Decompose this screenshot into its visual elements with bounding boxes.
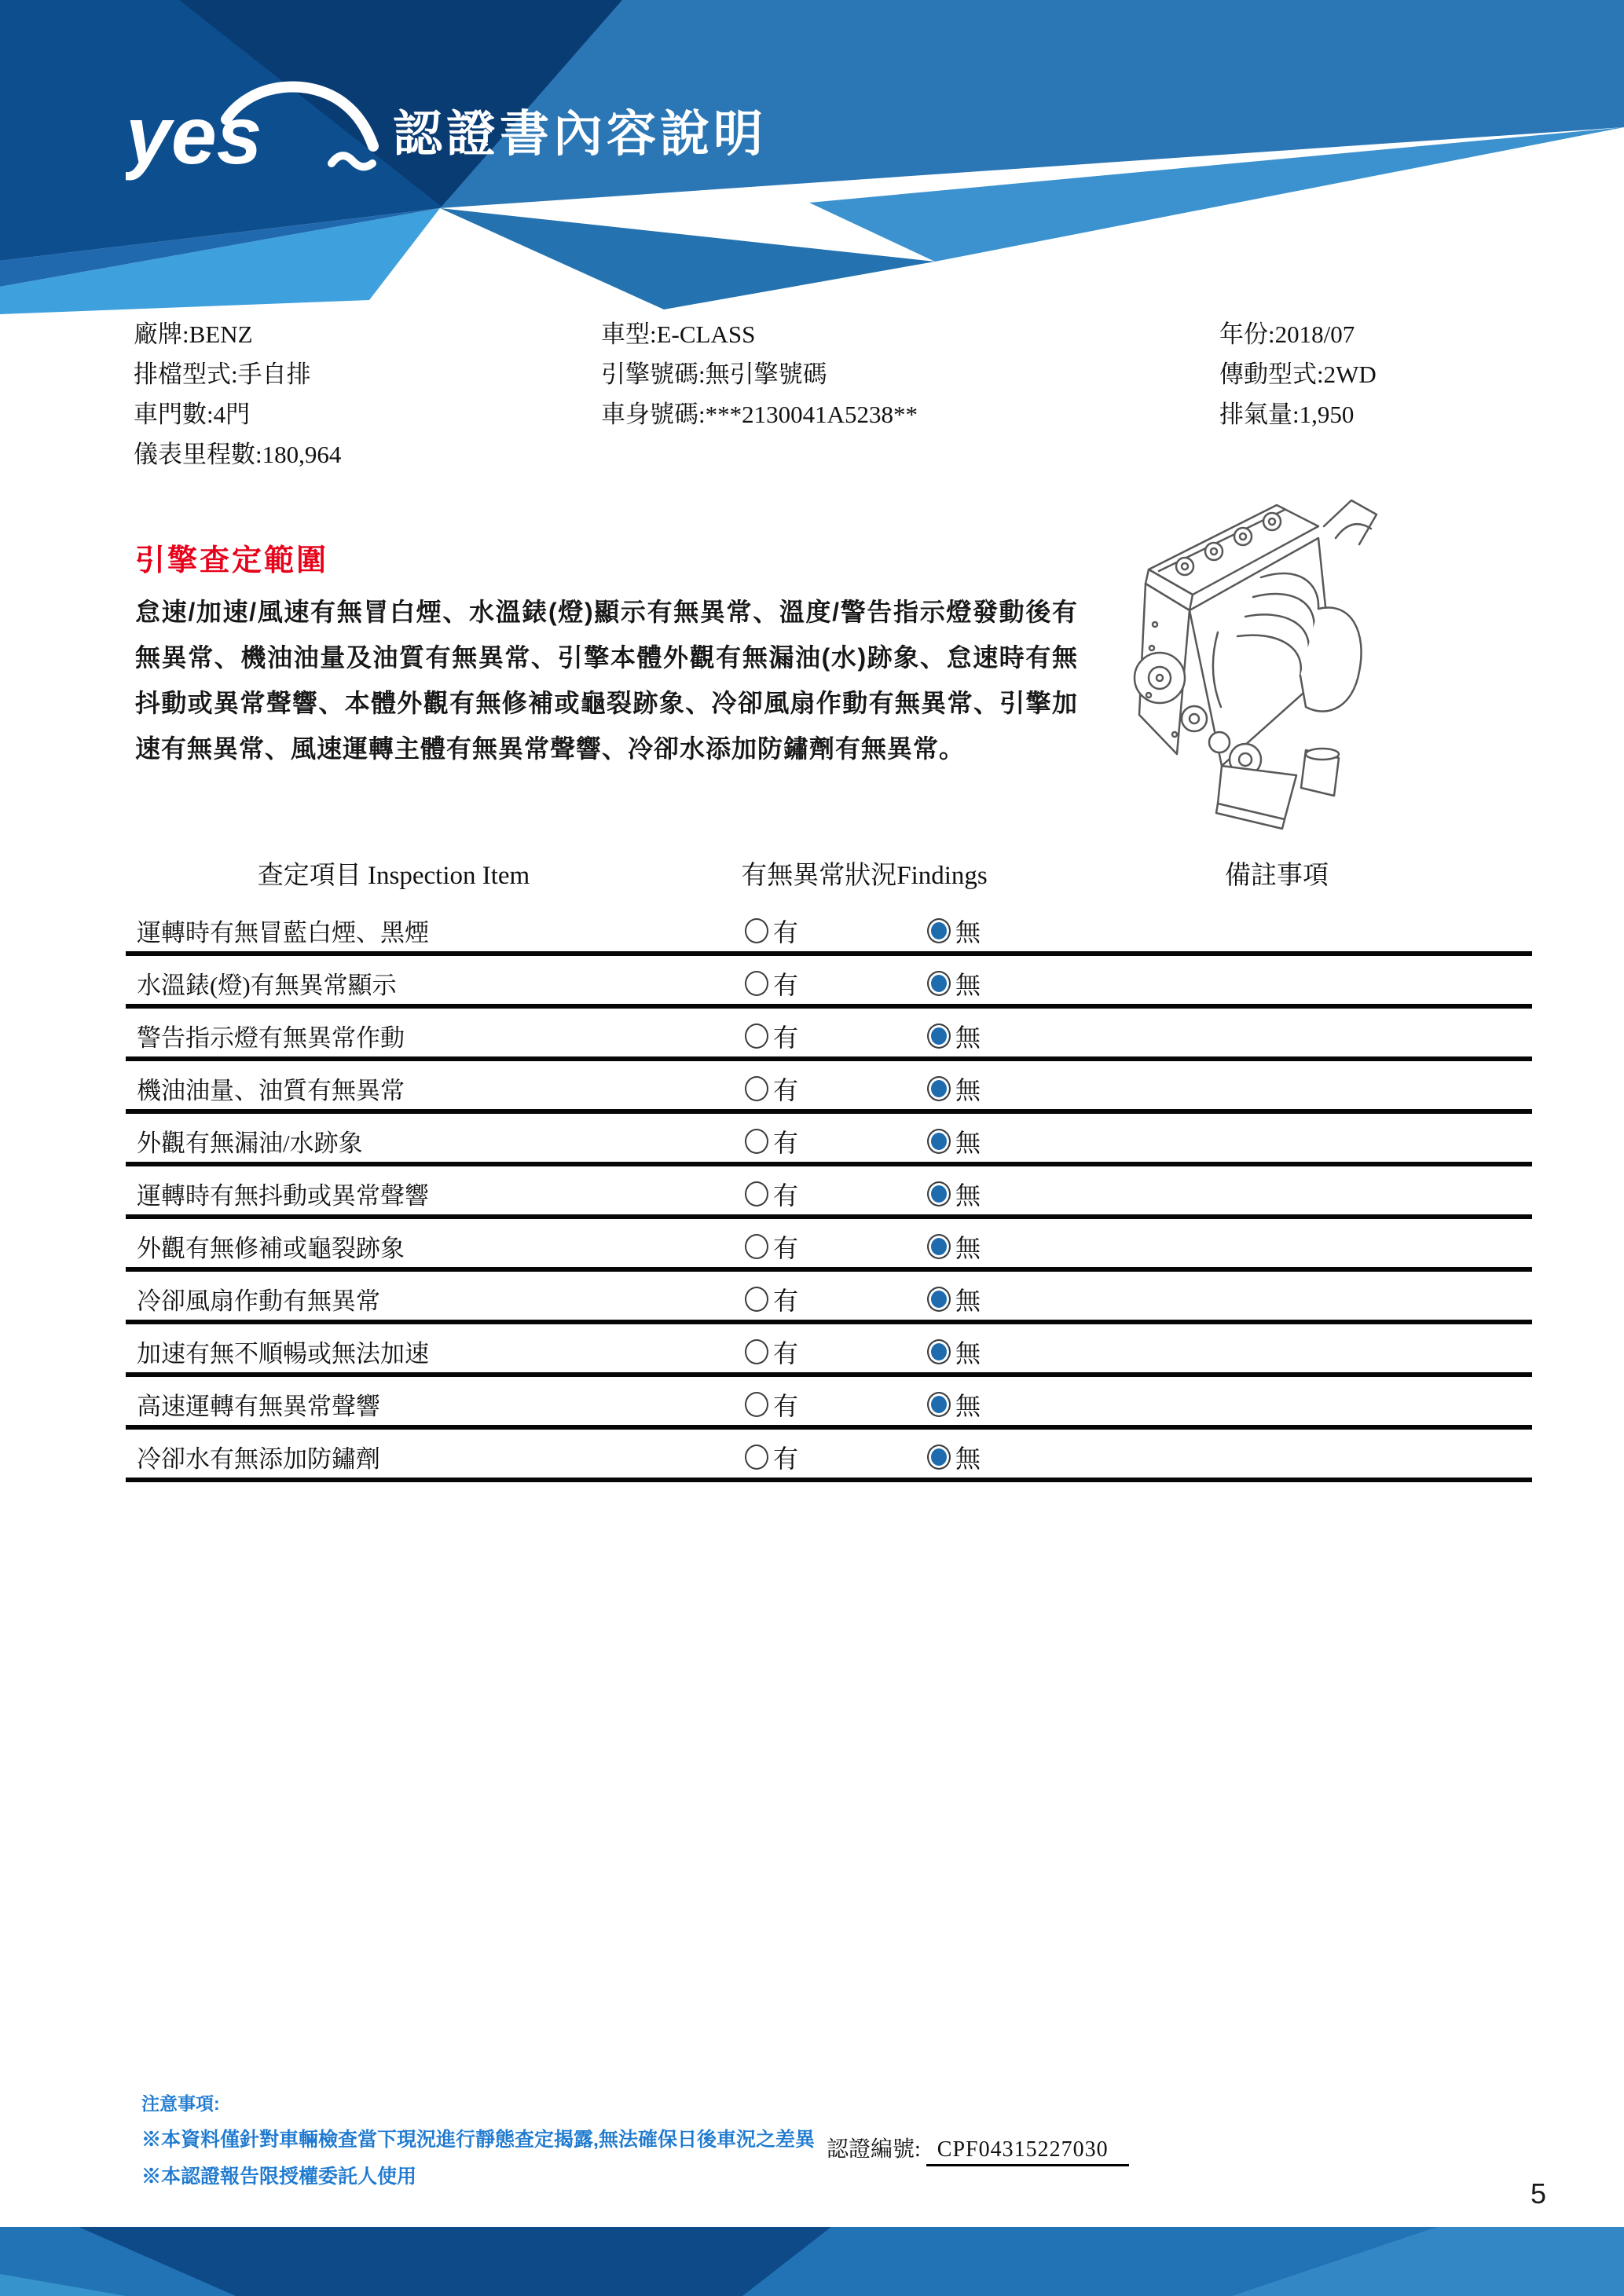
- info-vin: 車身號碼:***2130041A5238**: [601, 401, 918, 428]
- inspection-item-label: 冷卻水有無添加防鏽劑: [137, 1445, 380, 1473]
- radio-no-selected[interactable]: [927, 1445, 951, 1470]
- table-row: [126, 1324, 1532, 1377]
- inspection-item-label: 運轉時有無抖動或異常聲響: [137, 1182, 429, 1210]
- radio-yes-label: 有: [773, 918, 799, 947]
- inspection-item-label: 機油油量、油質有無異常: [137, 1077, 405, 1104]
- table-row: [126, 1430, 1532, 1482]
- info-drivetrain: 傳動型式:2WD: [1219, 361, 1377, 388]
- radio-yes-label: 有: [773, 1339, 799, 1368]
- radio-yes[interactable]: [745, 1234, 768, 1259]
- radio-no-label: 無: [955, 918, 981, 947]
- info-engine-number: 引擎號碼:無引擎號碼: [601, 361, 827, 388]
- page-title: 認證書內容說明: [393, 107, 767, 162]
- radio-yes[interactable]: [745, 971, 768, 996]
- column-header-inspection-item: 查定項目 Inspection Item: [257, 862, 530, 890]
- radio-yes[interactable]: [745, 1023, 768, 1049]
- radio-yes-label: 有: [773, 1129, 799, 1157]
- footer-band: [0, 2227, 1624, 2296]
- engine-section-paragraph: 怠速/加速/風速有無冒白煙、水溫錶(燈)顯示有無異常、溫度/警告指示燈發動後有無異常、機油油量及油質有無異常、引擎本體外觀有無漏油(水)跡象、怠速時有無抖動或異常聲響、本體外觀有無修補或龜裂跡象、冷卻風扇作動有無異常、引擎加速有無異常、風速運轉主體有無異常聲響、冷卻水添加防鏽劑有無異常。: [135, 598, 1078, 763]
- radio-no-selected[interactable]: [927, 1392, 951, 1417]
- radio-no-selected[interactable]: [927, 1339, 951, 1364]
- table-row: [126, 1272, 1532, 1324]
- engine-section-heading: 引擎查定範圍: [135, 544, 329, 577]
- notice-line: ※本認證報告限授權委託人使用: [141, 2166, 417, 2188]
- inspection-item-label: 警告指示燈有無異常作動: [137, 1024, 405, 1052]
- table-row: [126, 1114, 1532, 1166]
- radio-yes[interactable]: [745, 918, 768, 943]
- table-row: [126, 956, 1532, 1009]
- vehicle-info-column-2: [601, 314, 918, 434]
- notice-heading: 注意事項:: [141, 2093, 220, 2114]
- info-displacement: 排氣量:1,950: [1219, 401, 1355, 428]
- radio-no-selected[interactable]: [927, 1234, 951, 1259]
- footer-band-shapes: [0, 2227, 1624, 2296]
- inspection-item-label: 外觀有無修補或龜裂跡象: [137, 1235, 405, 1262]
- radio-yes-label: 有: [773, 971, 799, 999]
- radio-no-label: 無: [955, 1392, 981, 1420]
- radio-no-selected[interactable]: [927, 971, 951, 996]
- radio-no-label: 無: [955, 1339, 981, 1368]
- radio-no-selected[interactable]: [927, 1076, 951, 1101]
- inspection-item-label: 水溫錶(燈)有無異常顯示: [137, 972, 397, 999]
- table-row: [126, 1166, 1532, 1219]
- radio-no-label: 無: [955, 1023, 981, 1052]
- radio-no-label: 無: [955, 1445, 981, 1473]
- inspection-item-label: 加速有無不順暢或無法加速: [137, 1340, 429, 1368]
- column-header-remarks: 備註事項: [1225, 862, 1329, 890]
- radio-no-label: 無: [955, 1287, 981, 1315]
- radio-no-selected[interactable]: [927, 1181, 951, 1207]
- info-year: 年份:2018/07: [1219, 320, 1355, 348]
- info-odometer: 儀表里程數:180,964: [134, 441, 342, 468]
- radio-no-label: 無: [955, 1129, 981, 1157]
- radio-no-label: 無: [955, 971, 981, 999]
- radio-no-selected[interactable]: [927, 1023, 951, 1049]
- radio-yes-label: 有: [773, 1392, 799, 1420]
- column-header-findings: 有無異常狀況Findings: [741, 862, 988, 890]
- info-model: 車型:E-CLASS: [601, 320, 756, 348]
- info-door-count: 車門數:4門: [134, 401, 251, 428]
- vehicle-info-column-3: [1219, 314, 1377, 434]
- engine-line-art-icon: [1100, 483, 1422, 837]
- info-transmission-type: 排檔型式:手自排: [134, 361, 311, 388]
- radio-yes-label: 有: [773, 1076, 799, 1104]
- radio-yes-label: 有: [773, 1181, 799, 1210]
- notice-block: [141, 2089, 815, 2189]
- inspection-item-label: 外觀有無漏油/水跡象: [137, 1130, 363, 1157]
- radio-yes-label: 有: [773, 1234, 799, 1262]
- radio-yes[interactable]: [745, 1076, 768, 1101]
- radio-yes[interactable]: [745, 1445, 768, 1470]
- certification-number-row: [827, 2132, 1129, 2166]
- findings-table: [126, 903, 1532, 1482]
- radio-yes[interactable]: [745, 1392, 768, 1417]
- page-number: 5: [1531, 2177, 1547, 2210]
- table-row: [126, 903, 1532, 956]
- radio-no-selected[interactable]: [927, 1129, 951, 1154]
- vehicle-info-column-1: [134, 314, 341, 474]
- inspection-item-label: 高速運轉有無異常聲響: [137, 1393, 380, 1420]
- radio-no-selected[interactable]: [927, 918, 951, 943]
- radio-yes[interactable]: [745, 1287, 768, 1312]
- certification-number-label: 認證編號:: [827, 2137, 921, 2162]
- yes-logo: [126, 63, 401, 189]
- radio-no-label: 無: [955, 1234, 981, 1262]
- certification-number-value: CPF04315227030: [926, 2137, 1129, 2166]
- table-row: [126, 1009, 1532, 1061]
- inspection-item-label: 運轉時有無冒藍白煙、黑煙: [137, 919, 429, 947]
- radio-no-label: 無: [955, 1076, 981, 1104]
- radio-yes[interactable]: [745, 1181, 768, 1207]
- table-row: [126, 1219, 1532, 1272]
- logo-text: yes: [126, 90, 262, 181]
- inspection-item-label: 冷卻風扇作動有無異常: [137, 1287, 380, 1315]
- car-swoosh-icon: [126, 63, 401, 189]
- info-brand: 廠牌:BENZ: [134, 320, 253, 348]
- radio-yes[interactable]: [745, 1129, 768, 1154]
- radio-no-selected[interactable]: [927, 1287, 951, 1312]
- radio-yes-label: 有: [773, 1445, 799, 1473]
- radio-no-label: 無: [955, 1181, 981, 1210]
- radio-yes-label: 有: [773, 1023, 799, 1052]
- radio-yes-label: 有: [773, 1287, 799, 1315]
- table-row: [126, 1377, 1532, 1430]
- radio-yes[interactable]: [745, 1339, 768, 1364]
- table-row: [126, 1061, 1532, 1114]
- notice-line: ※本資料僅針對車輛檢查當下現況進行靜態查定揭露,無法確保日後車況之差異: [141, 2129, 815, 2151]
